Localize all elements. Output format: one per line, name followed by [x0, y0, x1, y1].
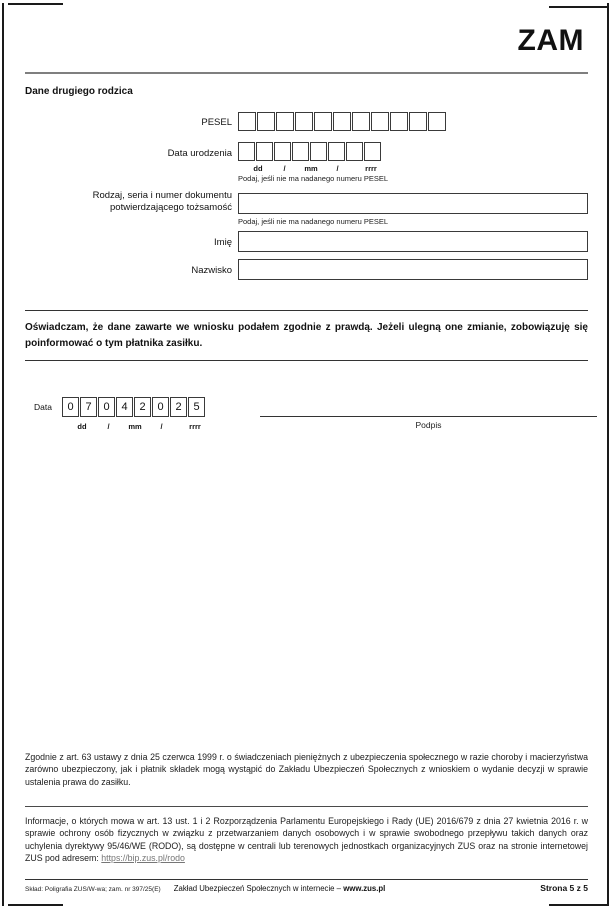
format-slash: /: [160, 422, 163, 431]
cell: [314, 112, 332, 131]
footer-website-url: www.zus.pl: [343, 884, 386, 893]
document-label-line2: potwierdzającego tożsamość: [110, 201, 232, 213]
declaration-divider-bottom: [25, 360, 588, 361]
first-name-input[interactable]: [238, 231, 588, 252]
format-slash: /: [283, 164, 286, 173]
cell: 5: [188, 397, 205, 417]
birth-date-label: Data urodzenia: [167, 148, 232, 159]
date-format: [62, 422, 222, 431]
crop-mark-bottom-right: [549, 904, 609, 906]
format-rrrr: rrrr: [189, 422, 201, 431]
cell: 2: [170, 397, 187, 417]
legal-divider: [25, 806, 588, 807]
header-divider: [25, 72, 588, 74]
format-dd: dd: [253, 164, 263, 173]
pesel-input[interactable]: [238, 112, 447, 131]
format-rrrr: rrrr: [365, 164, 377, 173]
page-edge-right: [607, 3, 609, 906]
cell: [364, 142, 381, 161]
crop-mark-top-left: [8, 3, 63, 5]
format-mm: mm: [304, 164, 318, 173]
cell: [310, 142, 327, 161]
cell: [256, 142, 273, 161]
date-label: Data: [34, 402, 52, 412]
format-slash: /: [107, 422, 110, 431]
cell: 2: [134, 397, 151, 417]
document-hint: Podaj, jeśli nie ma nadanego numeru PESEL: [238, 217, 389, 226]
footer-print-info: Skład: Poligrafia ZUS/W-wa; zam. nr 397/25(E): [25, 886, 161, 893]
cell: [428, 112, 446, 131]
legal-paragraph-1: Zgodnie z art. 63 ustawy z dnia 25 czerwca 1999 r. o świadczeniach pieniężnych z ubezpieczenia społecznego w razie choroby i macierzyństwa zarówno ubezpieczony, jak i płatnik składek mogą wystąpić do Zakładu Ubezpieczeń Społecznych z wnioskiem o wydanie decyzji w sprawie ustalenia prawa do zasiłku.: [25, 752, 588, 787]
document-input[interactable]: [238, 193, 588, 214]
declaration-divider-top: [25, 310, 588, 311]
document-label: [25, 190, 232, 213]
cell: [352, 112, 370, 131]
cell: 0: [152, 397, 169, 417]
cell: [333, 112, 351, 131]
cell: [292, 142, 309, 161]
cell: [295, 112, 313, 131]
cell: [238, 142, 255, 161]
legal-paragraph-2: [25, 815, 588, 865]
cell: [409, 112, 427, 131]
crop-mark-bottom-left: [8, 904, 63, 906]
cell: 7: [80, 397, 97, 417]
cell: [276, 112, 294, 131]
crop-mark-top-right: [549, 6, 609, 8]
signature-line[interactable]: [260, 416, 597, 417]
signature-caption: Podpis: [415, 420, 442, 430]
cell: [328, 142, 345, 161]
pesel-label: PESEL: [201, 117, 232, 128]
format-mm: mm: [128, 422, 142, 431]
cell: 4: [116, 397, 133, 417]
document-label-line1: Rodzaj, seria i numer dokumentu: [92, 190, 232, 201]
footer-divider: [25, 879, 588, 880]
birth-date-hint: Podaj, jeśli nie ma nadanego numeru PESEL: [238, 174, 389, 183]
birth-date-input[interactable]: [238, 142, 382, 161]
cell: 0: [62, 397, 79, 417]
cell: [257, 112, 275, 131]
format-dd: dd: [77, 422, 87, 431]
cell: [274, 142, 291, 161]
cell: [346, 142, 363, 161]
cell: [238, 112, 256, 131]
page-edge-left: [2, 3, 4, 906]
declaration-text: Oświadczam, że dane zawarte we wniosku podałem zgodnie z prawdą. Jeżeli ulegną one zmianie, zobowiązuję się poinformować o tym płatnika zasiłku.: [25, 322, 588, 349]
footer: [25, 883, 588, 893]
cell: [371, 112, 389, 131]
date-input[interactable]: [62, 397, 206, 417]
form-code-title: ZAM: [517, 24, 584, 57]
last-name-input[interactable]: [238, 259, 588, 280]
cell: 0: [98, 397, 115, 417]
legal-paragraph-2-text: Informacje, o których mowa w art. 13 ust. 1 i 2 Rozporządzenia Parlamentu Europejskiego i Rady (UE) 2016/679 z dnia 27 kwietnia 2016 r. w sprawie ochrony osób fizycznych w związku z przetwarzaniem danych osobowych i w sprawie swobodnego przepływu takich danych oraz uchylenia dyrektywy 95/46/WE (RODO), są dostępne w centrali lub terenowych jednostkach organizacyjnych ZUS oraz na stronie internetowej ZUS pod adresem:: [25, 816, 588, 864]
footer-website-text: Zakład Ubezpieczeń Społecznych w internecie –: [173, 884, 344, 893]
footer-page-number: Strona 5 z 5: [540, 883, 588, 893]
birth-date-format: [238, 164, 398, 173]
first-name-label: Imię: [214, 237, 232, 248]
format-slash: /: [336, 164, 339, 173]
footer-website: [174, 884, 386, 893]
section-title: Dane drugiego rodzica: [25, 86, 133, 97]
rodo-link[interactable]: https://bip.zus.pl/rodo: [101, 853, 185, 864]
cell: [390, 112, 408, 131]
last-name-label: Nazwisko: [191, 265, 232, 276]
